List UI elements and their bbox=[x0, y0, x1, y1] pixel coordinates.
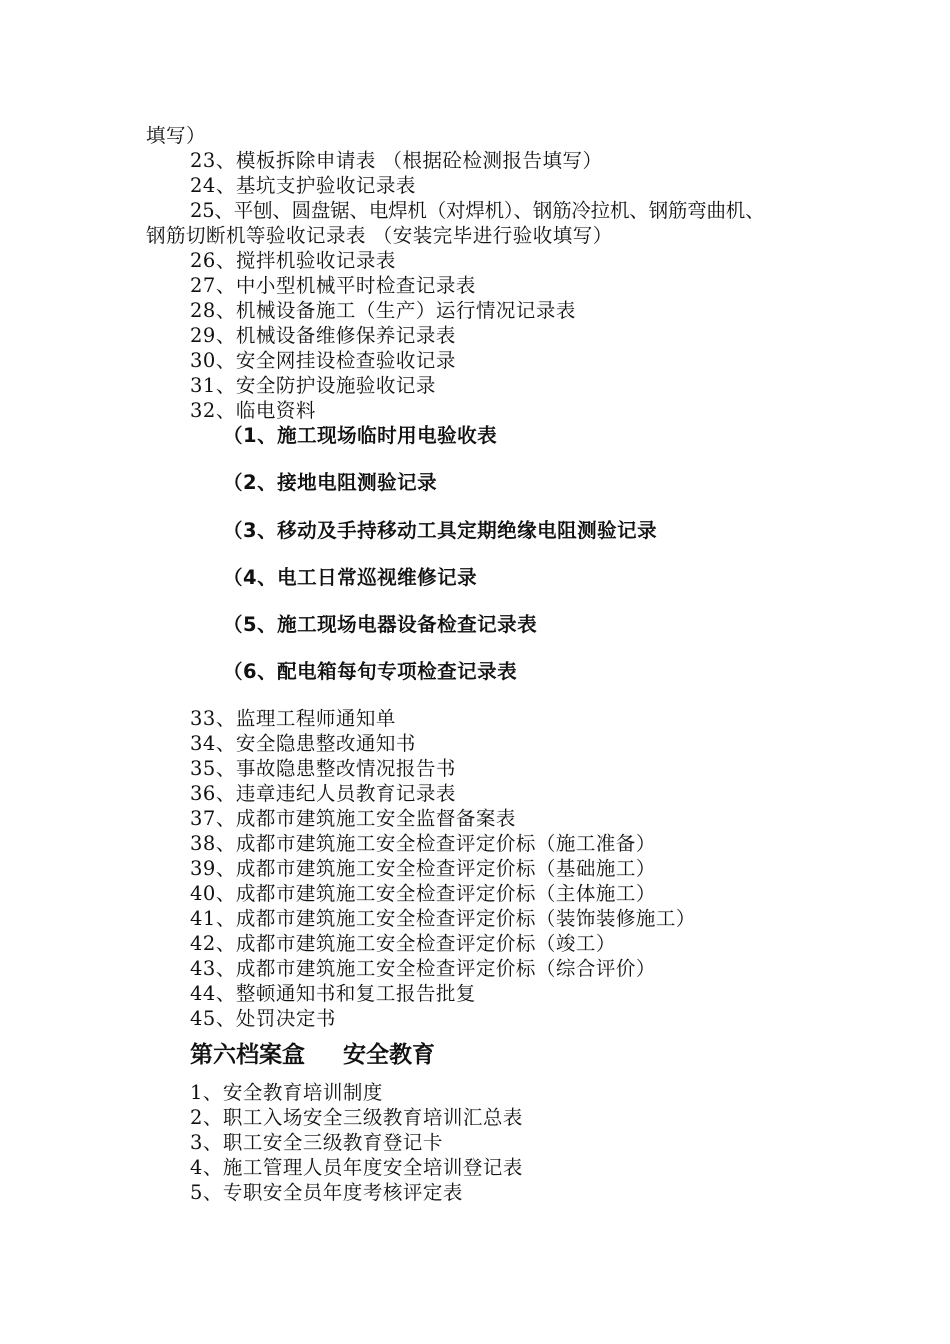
list-item: 35、事故隐患整改情况报告书 bbox=[190, 757, 456, 780]
list-item: 34、安全隐患整改通知书 bbox=[190, 732, 416, 755]
list-item: 41、成都市建筑施工安全检查评定价标（装饰装修施工） bbox=[190, 907, 696, 930]
sub-item: （2、接地电阻测验记录 bbox=[223, 471, 438, 494]
list-item: 44、整顿通知书和复工报告批复 bbox=[190, 982, 476, 1005]
section-heading-box: 第六档案盒 bbox=[190, 1042, 305, 1068]
sub-item: （1、施工现场临时用电验收表 bbox=[223, 424, 498, 447]
list-item: 40、成都市建筑施工安全检查评定价标（主体施工） bbox=[190, 882, 656, 905]
list-item: 38、成都市建筑施工安全检查评定价标（施工准备） bbox=[190, 832, 656, 855]
list-item: 2、职工入场安全三级教育培训汇总表 bbox=[190, 1106, 523, 1129]
sub-item: （3、移动及手持移动工具定期绝缘电阻测验记录 bbox=[223, 519, 658, 542]
list-item: 27、中小型机械平时检查记录表 bbox=[190, 274, 476, 297]
section-heading-title: 安全教育 bbox=[343, 1042, 435, 1068]
list-item: 43、成都市建筑施工安全检查评定价标（综合评价） bbox=[190, 957, 656, 980]
sub-item: （5、施工现场电器设备检查记录表 bbox=[223, 613, 538, 636]
list-item: 32、临电资料 bbox=[190, 399, 316, 422]
list-item: 29、机械设备维修保养记录表 bbox=[190, 324, 456, 347]
list-item-25-line2: 钢筋切断机等验收记录表 （安装完毕进行验收填写） bbox=[146, 224, 613, 247]
section-heading bbox=[190, 1040, 435, 1070]
list-item: 31、安全防护设施验收记录 bbox=[190, 374, 436, 397]
list-item: 3、职工安全三级教育登记卡 bbox=[190, 1131, 443, 1154]
list-item: 45、处罚决定书 bbox=[190, 1007, 336, 1030]
list-item-25-line1: 25、平刨、圆盘锯、电焊机（对焊机）、钢筋冷拉机、钢筋弯曲机、 bbox=[190, 199, 765, 222]
list-item: 30、安全网挂设检查验收记录 bbox=[190, 349, 456, 372]
list-item: 26、搅拌机验收记录表 bbox=[190, 249, 396, 272]
list-item: 23、模板拆除申请表 （根据砼检测报告填写） bbox=[190, 149, 603, 172]
list-item: 24、基坑支护验收记录表 bbox=[190, 174, 416, 197]
list-item: 1、安全教育培训制度 bbox=[190, 1081, 383, 1104]
list-item: 4、施工管理人员年度安全培训登记表 bbox=[190, 1156, 523, 1179]
sub-item: （4、电工日常巡视维修记录 bbox=[223, 566, 478, 589]
list-item: 37、成都市建筑施工安全监督备案表 bbox=[190, 807, 516, 830]
list-item: 39、成都市建筑施工安全检查评定价标（基础施工） bbox=[190, 857, 656, 880]
list-item: 33、监理工程师通知单 bbox=[190, 707, 396, 730]
continuation-text: 填写） bbox=[146, 124, 207, 147]
list-item: 5、专职安全员年度考核评定表 bbox=[190, 1181, 463, 1204]
list-item: 28、机械设备施工（生产）运行情况记录表 bbox=[190, 299, 576, 322]
list-item: 42、成都市建筑施工安全检查评定价标（竣工） bbox=[190, 932, 616, 955]
list-item: 36、违章违纪人员教育记录表 bbox=[190, 782, 456, 805]
sub-item: （6、配电箱每旬专项检查记录表 bbox=[223, 660, 518, 683]
